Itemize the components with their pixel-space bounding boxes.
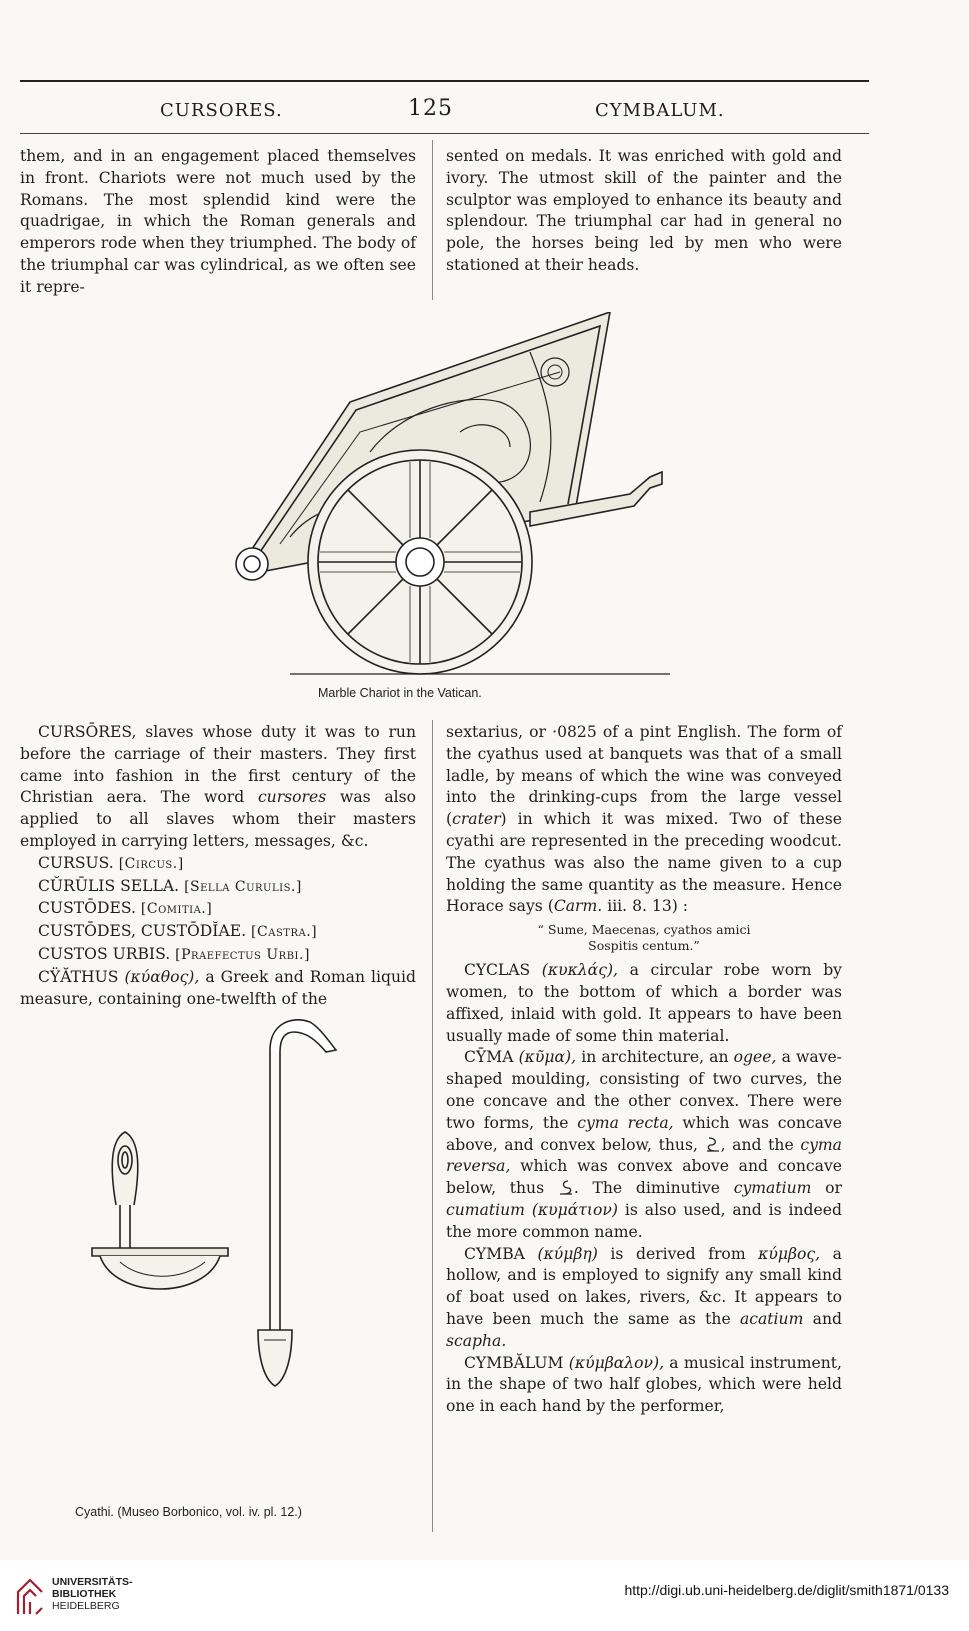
running-header: [20, 96, 869, 126]
cyathi-caption: Cyathi. (Museo Borbonico, vol. iv. pl. 12.): [75, 1505, 302, 1519]
lower-right-column: [446, 722, 842, 1418]
entry-custodes-custodiae: CUSTŌDES, CUSTŌDĬAE. [Castra.]: [38, 922, 318, 941]
top-left-paragraph: them, and in an engagement placed themselves in front. Chariots were not much used by the Romans. The most splendid kind were the quadrigae, in which the Roman generals and emperors rode when they triumphed. The body of the triumphal car was cylindrical, as we often see it repre-: [20, 147, 416, 296]
entry-cymbalum: CYMBĂLUM (κύμβαλον), a musical instrument, in the shape of two half globes, which were held one in each hand by the performer,: [446, 1353, 842, 1416]
entry-cursores: CURSŌRES, slaves whose duty it was to run before the carriage of their masters. They first came into fashion in the first century of the Christian aera. The word cursores was also applied to all slaves whom their masters employed in carrying letters, messages, &c.: [20, 723, 416, 850]
top-right-paragraph: sented on medals. It was enriched with gold and ivory. The utmost skill of the painter and the sculptor was employed to enhance its beauty and splendour. The triumphal car had in general no pole, the horses being led by men who were stationed at their heads.: [446, 147, 842, 274]
cyma-reversa-icon: [558, 1178, 574, 1196]
entry-cursus: CURSUS. [Circus.]: [38, 853, 184, 872]
cyathus-continued: sextarius, or ·0825 of a pint English. The form of the cyathus used at banquets was that of a small ladle, by means of which the wine was conveyed into the drinking-cups from the large vessel (crater) in which it was mixed. Two of these cyathi are represented in the preceding woodcut. The cyathus was also the name given to a cup holding the same quantity as the measure. Hence Horace says (Carm. iii. 8. 13) :: [446, 723, 842, 916]
entry-cyclas: CYCLAS (κυκλάς), a circular robe worn by women, to the bottom of which a border was affixed, inlaid with gold. It appears to have been usually made of some thin material.: [446, 961, 842, 1045]
cyma-recta-icon: [705, 1135, 721, 1153]
top-left-column: [20, 146, 416, 299]
university-library-logo-icon: [12, 1574, 48, 1618]
lower-left-column: [20, 722, 416, 1010]
header-rule: [20, 133, 869, 134]
horace-quote: “ Sume, Maecenas, cyathos amici Sospitis centum.”: [537, 922, 751, 954]
entry-custodes: CUSTŌDES. [Comitia.]: [38, 899, 213, 918]
entry-cyathus: CŸĂTHUS (κύαθος), a Greek and Roman liquid measure, containing one-twelfth of the: [20, 967, 416, 1008]
library-footer: [0, 1560, 969, 1631]
digital-copy-link[interactable]: http://digi.ub.uni-heidelberg.de/diglit/smith1871/0133: [624, 1582, 949, 1598]
header-left-word: CURSORES.: [160, 100, 283, 121]
marble-chariot-illustration: [230, 312, 690, 692]
top-right-column: [446, 146, 842, 277]
top-rule: [20, 80, 869, 82]
chariot-caption: Marble Chariot in the Vatican.: [318, 686, 482, 700]
entry-head: CURSŌRES,: [38, 723, 137, 741]
digital-copy-url: [624, 1582, 949, 1598]
header-right-word: CYMBALUM.: [595, 100, 725, 121]
top-column-divider: [432, 140, 433, 300]
lower-column-divider: [432, 720, 433, 1532]
entry-cyma: CȲMA (κῦμα), in architecture, an ogee, a wave-shaped moulding, consisting of two curves, the one concave and the other convex. There were two forms, the cyma recta, which was concave above, and convex below, thus, , and the cyma reversa, which was convex above and concave below, thus . The diminutive cymatium or cumatium (κυμάτιον) is also used, and is indeed the more common name.: [446, 1048, 842, 1241]
page-number: 125: [408, 96, 453, 121]
library-name: UNIVERSITÄTS- BIBLIOTHEK HEIDELBERG: [52, 1576, 133, 1612]
entry-cymba: CYMBA (κύμβη) is derived from κύμβος, a hollow, and is employed to signify any small kind of boat used on lakes, rivers, &c. It appears to have been much the same as the acatium and scapha.: [446, 1244, 842, 1350]
entry-custos-urbis: CUSTOS URBIS. [Praefectus Urbi.]: [38, 944, 310, 963]
entry-curulis-sella: CŬRŪLIS SELLA. [Sella Curulis.]: [38, 876, 302, 895]
cyathi-illustration: [80, 1010, 360, 1410]
